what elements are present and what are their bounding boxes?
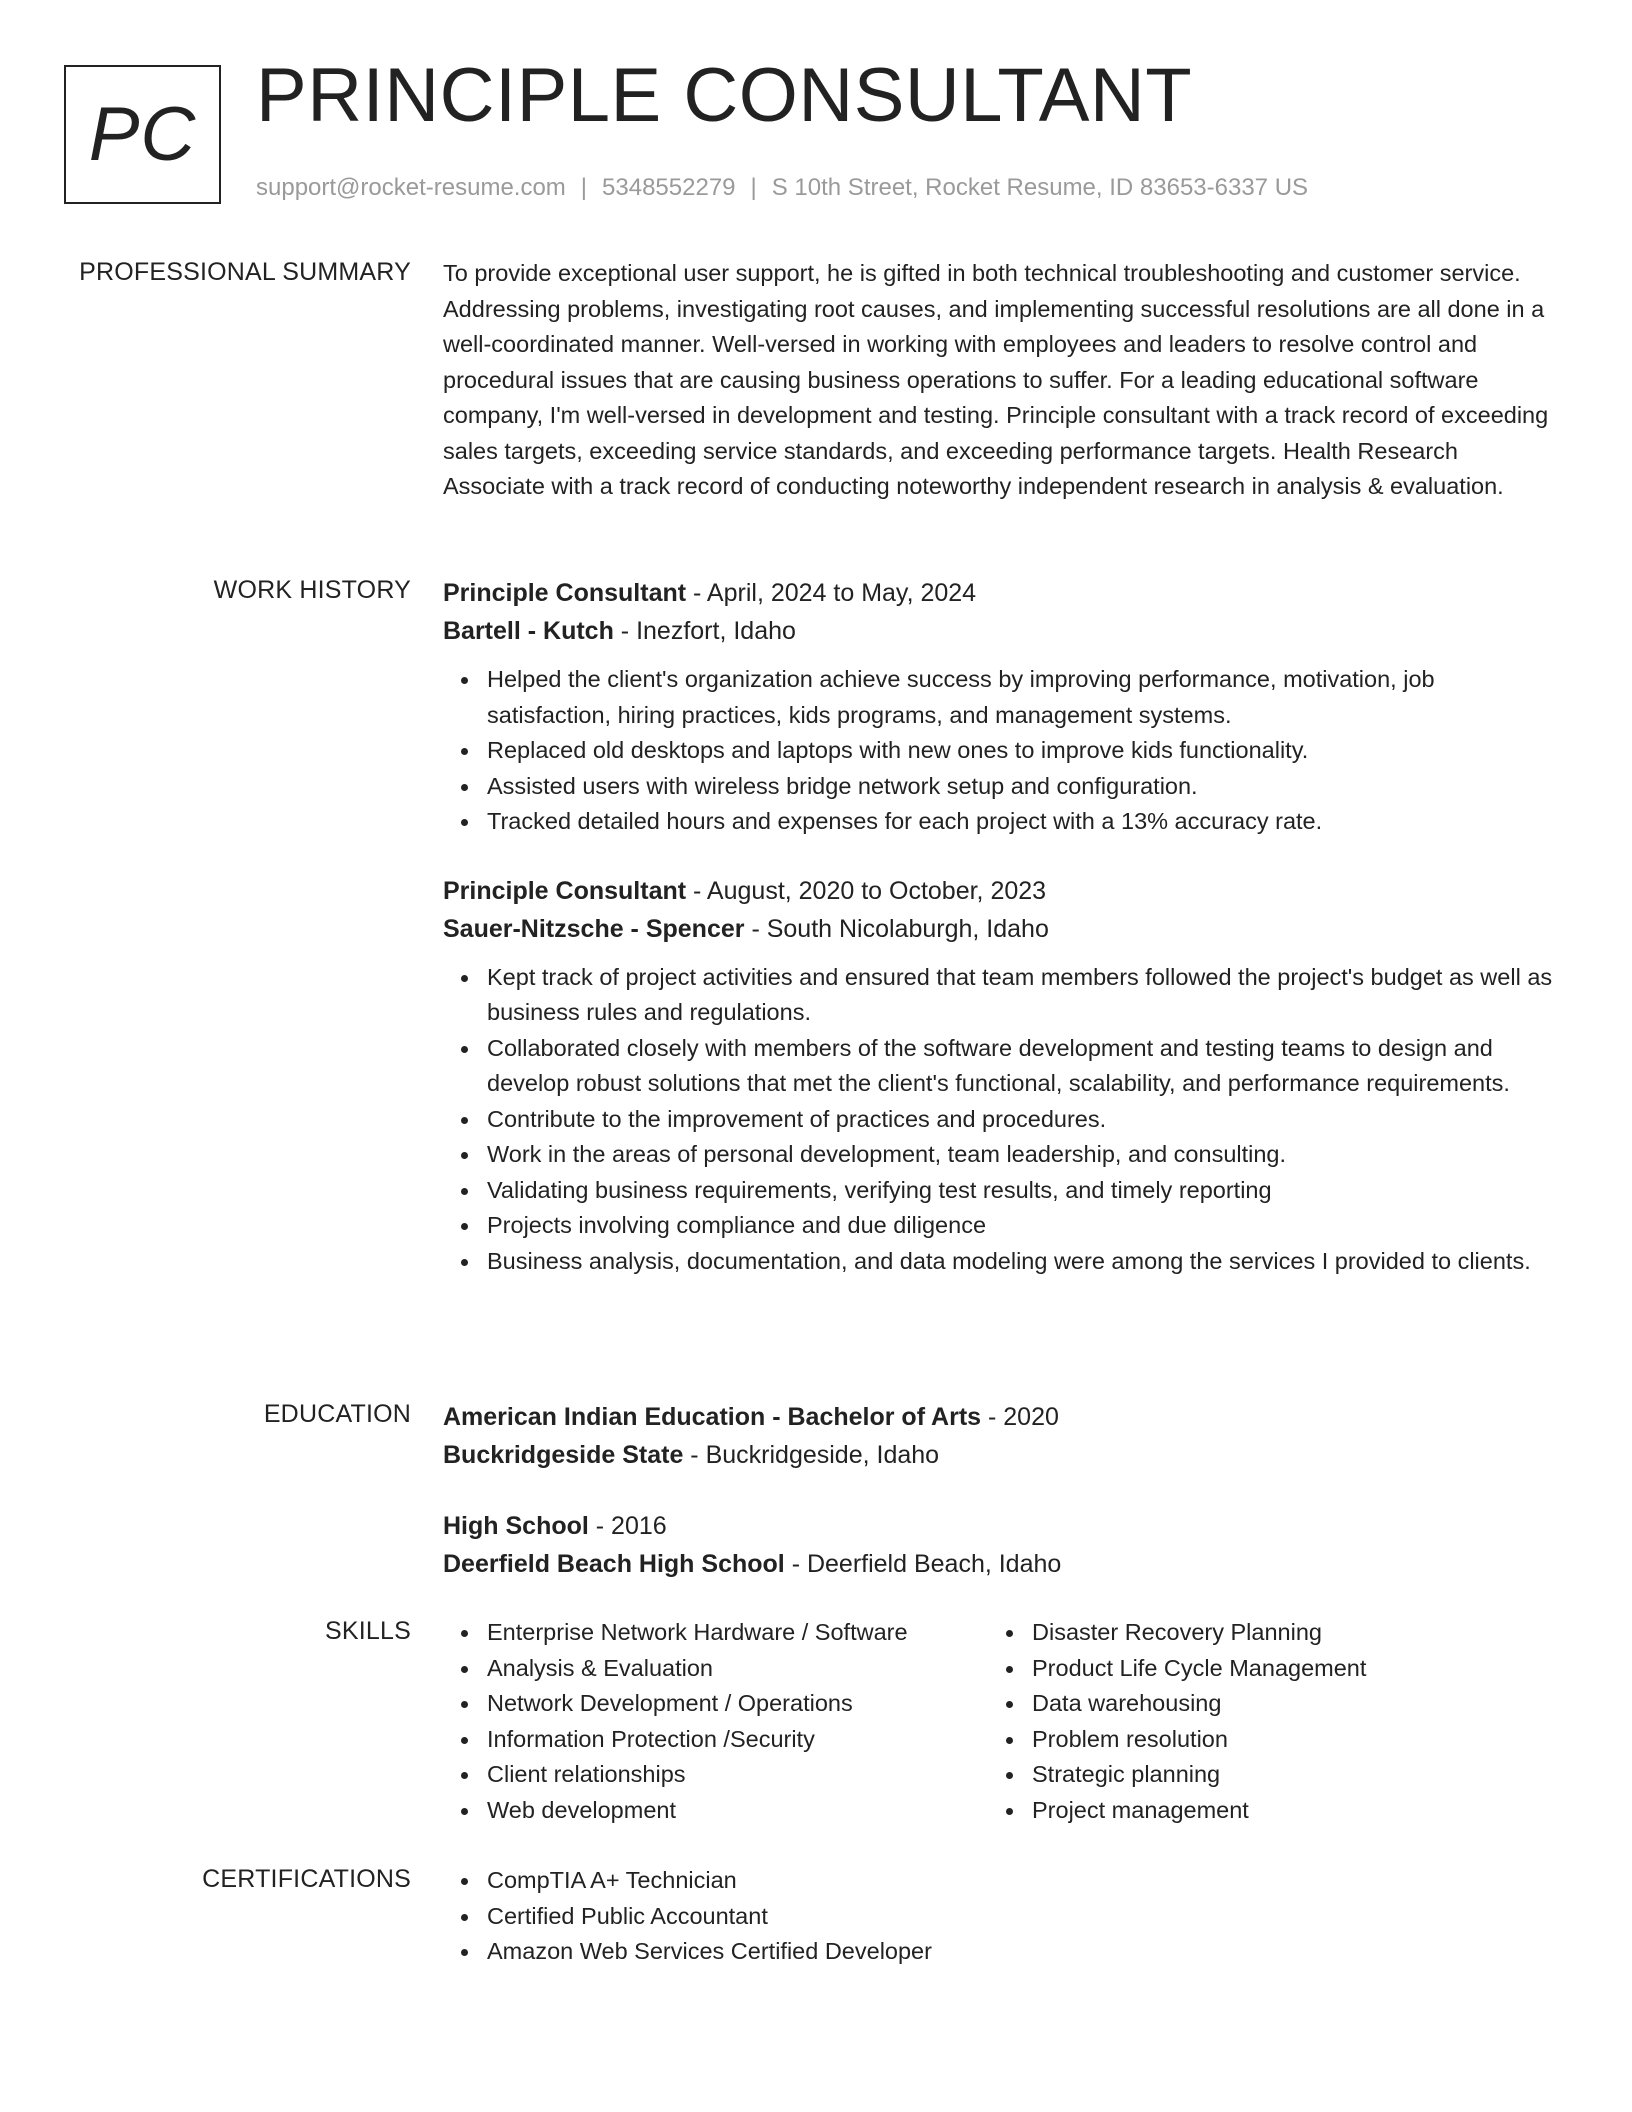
contact-address: S 10th Street, Rocket Resume, ID 83653-6337 US (771, 174, 1309, 201)
job-title: Principle Consultant (443, 579, 687, 607)
job-title-line (443, 872, 1553, 910)
certifications-body (443, 1863, 1553, 1970)
certification-item: CompTIA A+ Technician (487, 1863, 1553, 1899)
skills-column (443, 1615, 988, 1828)
contact-separator: | (580, 174, 588, 201)
education-entry (443, 1507, 1553, 1583)
job-bullet: Kept track of project activities and ensured that team members followed the project's budget as well as business rules and regulations. (487, 960, 1553, 1031)
job-bullet: Validating business requirements, verifying test results, and timely reporting (487, 1173, 1553, 1209)
skill-item: Client relationships (487, 1757, 988, 1793)
job-bullet: Projects involving compliance and due diligence (487, 1208, 1553, 1244)
section-label-certifications: CERTIFICATIONS (202, 1865, 411, 1893)
job-title-line (443, 574, 1553, 612)
job-company-line (443, 910, 1553, 948)
job-location: - Inezfort, Idaho (613, 617, 796, 645)
summary-text: To provide exceptional user support, he is gifted in both technical troubleshooting and customer service. Addressing problems, investigating root causes, and implementing successful resolutions are all done in a well-coordinated manner. Well-versed in working with employees and leaders to resolve control and procedural issues that are causing business operations to suffer. For a leading educational software company, I'm well-versed in development and testing. Principle consultant with a track record of exceeding sales targets, exceeding service standards, and exceeding performance targets. Health Research Associate with a track record of conducting noteworthy independent research in analysis & evaluation. (443, 260, 1549, 499)
skill-item: Product Life Cycle Management (1032, 1651, 1488, 1687)
job-company: Bartell - Kutch (443, 617, 614, 645)
job-bullet: Business analysis, documentation, and data modeling were among the services I provided to clients. (487, 1244, 1553, 1280)
education-school-line (443, 1545, 1553, 1583)
skills-list (988, 1615, 1488, 1828)
education-body (443, 1398, 1553, 1583)
skill-item: Project management (1032, 1793, 1488, 1829)
job-bullet: Assisted users with wireless bridge network setup and configuration. (487, 769, 1553, 805)
education-degree: High School (443, 1512, 589, 1540)
monogram-box (64, 65, 221, 204)
education-degree-line (443, 1507, 1553, 1545)
education-entry (443, 1398, 1553, 1474)
education-degree: American Indian Education - Bachelor of Arts (443, 1403, 982, 1431)
job-bullet: Contribute to the improvement of practices and procedures. (487, 1102, 1553, 1138)
skills-column (988, 1615, 1488, 1828)
certifications-list (443, 1863, 1553, 1970)
job-location: - South Nicolaburgh, Idaho (744, 914, 1049, 943)
skill-item: Network Development / Operations (487, 1686, 988, 1722)
skill-item: Analysis & Evaluation (487, 1651, 988, 1687)
skills-body (443, 1615, 1553, 1828)
job-company: Sauer-Nitzsche - Spencer (443, 914, 745, 943)
monogram-initials: PC (88, 91, 197, 177)
resume-name: PRINCIPLE CONSULTANT (256, 53, 1193, 138)
skill-item: Enterprise Network Hardware / Software (487, 1615, 988, 1651)
contact-line (256, 174, 1308, 203)
job-bullets (443, 960, 1553, 1280)
job-title: Principle Consultant (443, 876, 687, 905)
job-dates: - August, 2020 to October, 2023 (686, 876, 1047, 905)
skill-item: Web development (487, 1793, 988, 1829)
education-degree-line (443, 1398, 1553, 1436)
education-school-line (443, 1436, 1553, 1474)
job-company-line (443, 612, 1553, 650)
certification-item: Certified Public Accountant (487, 1899, 1553, 1935)
section-label-skills: SKILLS (325, 1617, 411, 1645)
job-entry (443, 872, 1553, 1280)
job-entry (443, 574, 1553, 840)
education-school: Buckridgeside State (443, 1441, 684, 1469)
job-bullet: Tracked detailed hours and expenses for each project with a 13% accuracy rate. (487, 804, 1553, 840)
section-label-summary: PROFESSIONAL SUMMARY (79, 258, 411, 286)
job-bullet: Helped the client's organization achieve success by improving performance, motivation, job satisfaction, hiring practices, kids programs, and management systems. (487, 662, 1553, 733)
job-bullet: Replaced old desktops and laptops with new ones to improve kids functionality. (487, 733, 1553, 769)
contact-phone: 5348552279 (602, 174, 736, 201)
education-location: - Buckridgeside, Idaho (683, 1441, 940, 1469)
section-label-education: EDUCATION (263, 1400, 411, 1428)
skill-item: Disaster Recovery Planning (1032, 1615, 1488, 1651)
job-bullet: Collaborated closely with members of the software development and testing teams to design and develop robust solutions that met the client's functional, scalability, and performance requirements. (487, 1031, 1553, 1102)
contact-separator: | (750, 174, 757, 201)
skill-item: Strategic planning (1032, 1757, 1488, 1793)
skills-list (443, 1615, 988, 1828)
education-year: - 2016 (588, 1512, 667, 1540)
education-year: - 2020 (981, 1403, 1059, 1431)
certification-item: Amazon Web Services Certified Developer (487, 1934, 1553, 1970)
job-bullets (443, 662, 1553, 840)
job-bullet: Work in the areas of personal development, team leadership, and consulting. (487, 1137, 1553, 1173)
skill-item: Problem resolution (1032, 1722, 1488, 1758)
contact-email: support@rocket-resume.com (256, 174, 566, 201)
section-label-work-history: WORK HISTORY (213, 576, 411, 604)
work-history-body (443, 574, 1553, 1279)
education-location: - Deerfield Beach, Idaho (784, 1550, 1062, 1578)
education-school: Deerfield Beach High School (443, 1550, 785, 1578)
summary-body (443, 256, 1553, 505)
job-dates: - April, 2024 to May, 2024 (686, 579, 977, 607)
skill-item: Data warehousing (1032, 1686, 1488, 1722)
skill-item: Information Protection /Security (487, 1722, 988, 1758)
